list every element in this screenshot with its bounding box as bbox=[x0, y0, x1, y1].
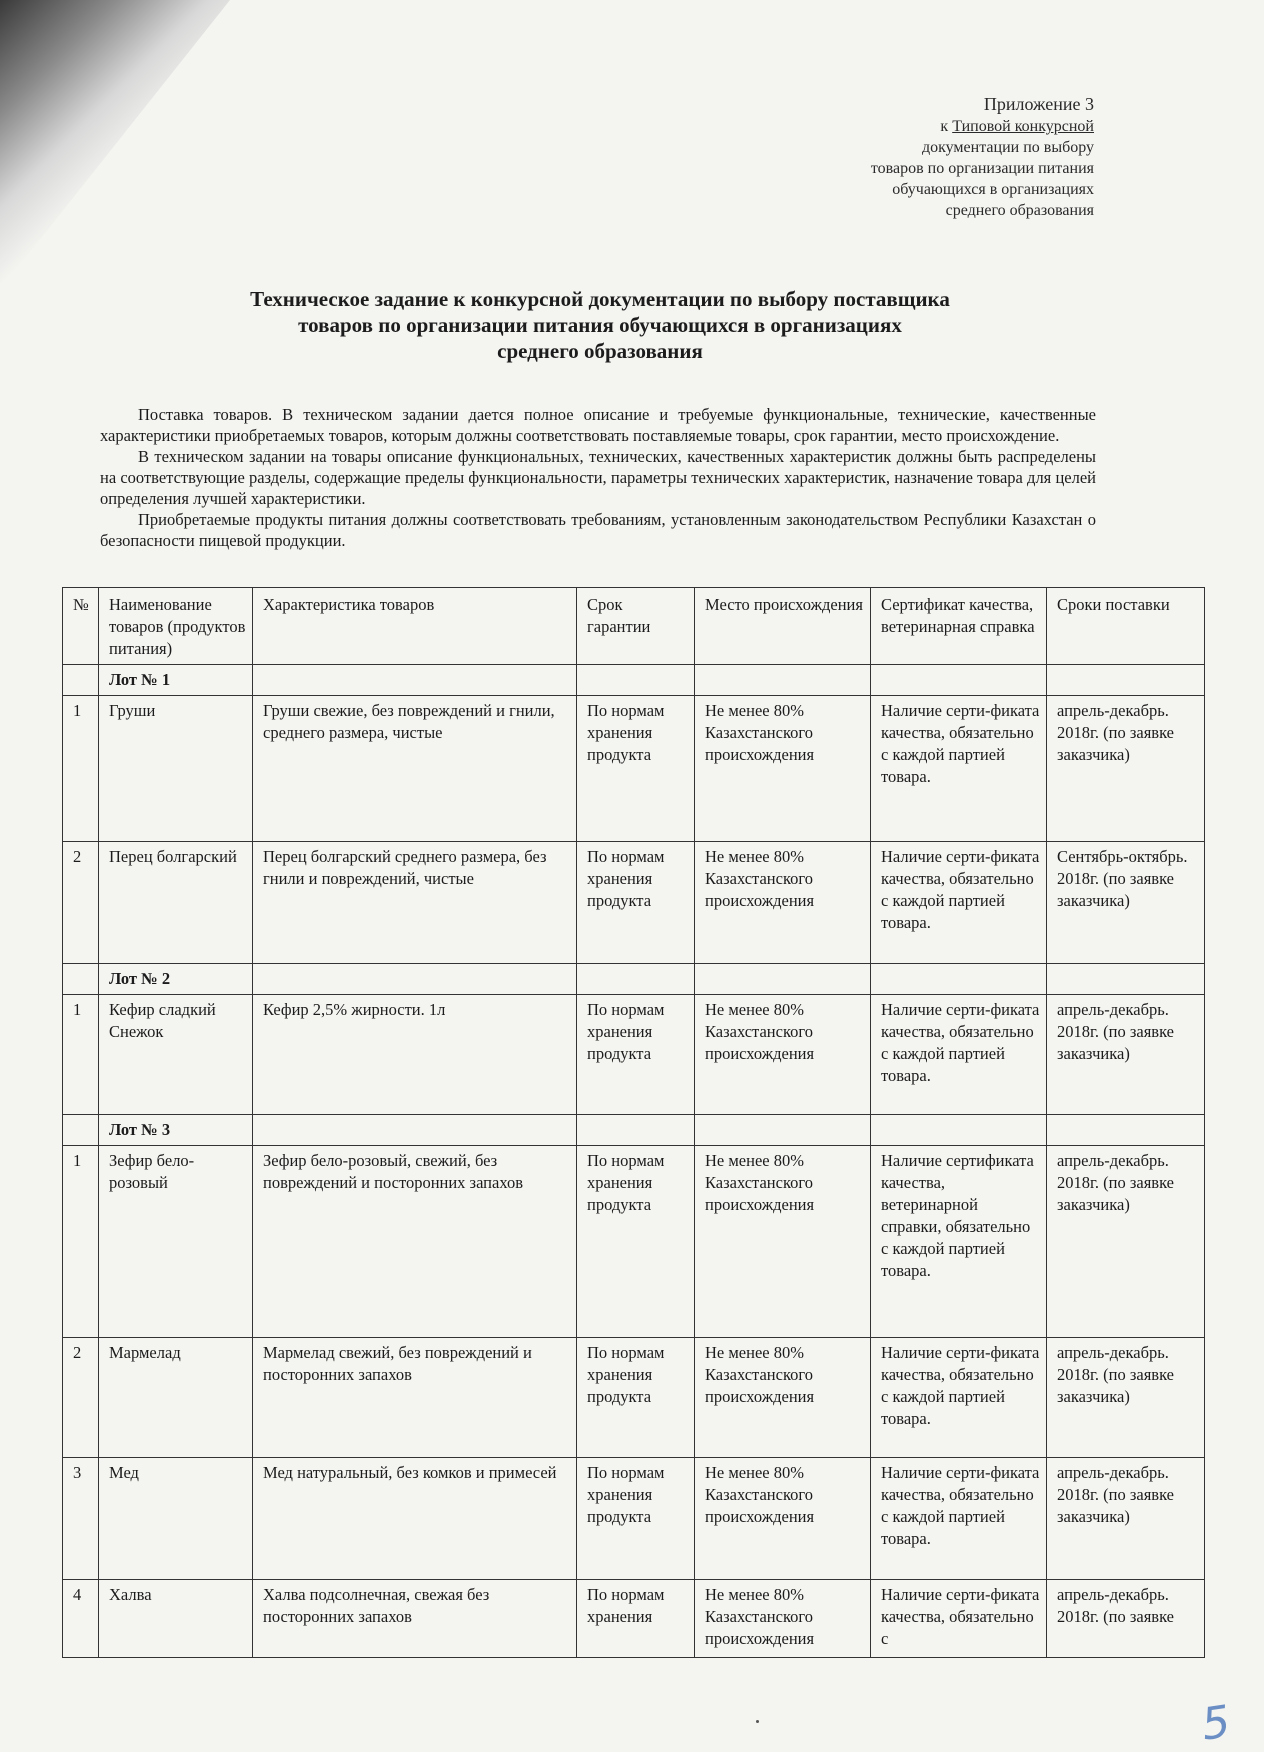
header-delivery: Сроки поставки bbox=[1047, 588, 1205, 665]
cell-delivery: апрель-декабрь. 2018г. (по заявке заказчика) bbox=[1047, 1146, 1205, 1338]
cell-origin: Не менее 80% Казахстанского происхождения bbox=[695, 1338, 871, 1458]
cell-name: Кефир сладкий Снежок bbox=[99, 995, 253, 1115]
lot-label: Лот № 3 bbox=[99, 1115, 253, 1146]
table-row bbox=[63, 842, 1205, 964]
appendix-note bbox=[734, 92, 1094, 221]
cell-desc: Груши свежие, без повреждений и гнили, среднего размера, чистые bbox=[253, 696, 577, 842]
cell-warranty: По нормам хранения продукта bbox=[577, 1146, 695, 1338]
cell-num: 3 bbox=[63, 1458, 99, 1580]
appendix-line-4: товаров по организации питания bbox=[870, 160, 1094, 177]
table-row bbox=[63, 1458, 1205, 1580]
appendix-line-6: среднего образования bbox=[945, 202, 1094, 219]
table-header-row bbox=[63, 588, 1205, 665]
cell-delivery: Сентябрь-октябрь. 2018г. (по заявке заказчика) bbox=[1047, 842, 1205, 964]
handwritten-page-number: 5 bbox=[1198, 1696, 1234, 1751]
intro-text bbox=[100, 404, 1096, 551]
cell-desc: Зефир бело-розовый, свежий, без повреждений и посторонних запахов bbox=[253, 1146, 577, 1338]
cell-num: 1 bbox=[63, 696, 99, 842]
cell-delivery: апрель-декабрь. 2018г. (по заявке заказчика) bbox=[1047, 995, 1205, 1115]
table-row bbox=[63, 1338, 1205, 1458]
cell-origin: Не менее 80% Казахстанского происхождения bbox=[695, 696, 871, 842]
cell-delivery: апрель-декабрь. 2018г. (по заявке заказчика) bbox=[1047, 1458, 1205, 1580]
table-row bbox=[63, 696, 1205, 842]
cell-origin: Не менее 80% Казахстанского происхождения bbox=[695, 1146, 871, 1338]
scan-shadow bbox=[0, 0, 230, 290]
cell-name: Перец болгарский bbox=[99, 842, 253, 964]
cell-num: 4 bbox=[63, 1580, 99, 1658]
cell-desc: Халва подсолнечная, свежая без посторонних запахов bbox=[253, 1580, 577, 1658]
cell-desc: Мармелад свежий, без повреждений и посторонних запахов bbox=[253, 1338, 577, 1458]
cell-cert: Наличие серти-фиката качества, обязательно с каждой партией товара. bbox=[871, 842, 1047, 964]
appendix-link[interactable]: Типовой конкурсной bbox=[952, 118, 1094, 135]
appendix-line-2: к Типовой конкурсной bbox=[940, 118, 1094, 135]
cell-origin: Не менее 80% Казахстанского происхождения bbox=[695, 842, 871, 964]
intro-paragraph-1: Поставка товаров. В техническом задании дается полное описание и требуемые функциональные, технические, качественные характеристики приобретаемых товаров, которым должны соответствовать поставляемые товары, срок гарантии, место происхождение. bbox=[100, 405, 1096, 445]
cell-cert: Наличие серти-фиката качества, обязательно с каждой партией товара. bbox=[871, 696, 1047, 842]
cell-num: 2 bbox=[63, 842, 99, 964]
cell-desc: Кефир 2,5% жирности. 1л bbox=[253, 995, 577, 1115]
title-line-3: среднего образования bbox=[497, 339, 703, 363]
lot-label: Лот № 2 bbox=[99, 964, 253, 995]
table-row bbox=[63, 995, 1205, 1115]
cell-delivery: апрель-декабрь. 2018г. (по заявке заказчика) bbox=[1047, 696, 1205, 842]
lot-row bbox=[63, 1115, 1205, 1146]
header-origin: Место происхождения bbox=[695, 588, 871, 665]
header-warranty: Срок гарантии bbox=[577, 588, 695, 665]
intro-paragraph-2: В техническом задании на товары описание функциональных, технических, качественных характеристик должны быть распределены на соответствующие разделы, содержащие пределы функциональности, параметры технических характеристик, назначение товара для целей определения лучшей характеристики. bbox=[100, 447, 1096, 508]
cell-warranty: По нормам хранения продукта bbox=[577, 696, 695, 842]
title-line-2: товаров по организации питания обучающихся в организациях bbox=[298, 313, 902, 337]
appendix-line-3: документации по выбору bbox=[921, 139, 1094, 156]
table-row bbox=[63, 1580, 1205, 1658]
cell-delivery: апрель-декабрь. 2018г. (по заявке bbox=[1047, 1580, 1205, 1658]
cell-cert: Наличие сертификата качества, ветеринарной справки, обязательно с каждой партией товара. bbox=[871, 1146, 1047, 1338]
scan-speck bbox=[756, 1720, 759, 1723]
cell-num: 2 bbox=[63, 1338, 99, 1458]
lot-row bbox=[63, 665, 1205, 696]
cell-desc: Перец болгарский среднего размера, без гнили и повреждений, чистые bbox=[253, 842, 577, 964]
cell-warranty: По нормам хранения продукта bbox=[577, 842, 695, 964]
cell-origin: Не менее 80% Казахстанского происхождения bbox=[695, 995, 871, 1115]
header-cert: Сертификат качества, ветеринарная справка bbox=[871, 588, 1047, 665]
lot-label: Лот № 1 bbox=[99, 665, 253, 696]
cell-warranty: По нормам хранения продукта bbox=[577, 995, 695, 1115]
cell-cert: Наличие серти-фиката качества, обязательно с каждой партией товара. bbox=[871, 995, 1047, 1115]
cell-warranty: По нормам хранения продукта bbox=[577, 1458, 695, 1580]
cell-delivery: апрель-декабрь. 2018г. (по заявке заказчика) bbox=[1047, 1338, 1205, 1458]
table-row bbox=[63, 1146, 1205, 1338]
cell-cert: Наличие серти-фиката качества, обязательно с bbox=[871, 1580, 1047, 1658]
cell-name: Мармелад bbox=[99, 1338, 253, 1458]
cell-cert: Наличие серти-фиката качества, обязательно с каждой партией товара. bbox=[871, 1338, 1047, 1458]
title-line-1: Техническое задание к конкурсной документации по выбору поставщика bbox=[250, 287, 950, 311]
header-desc: Характеристика товаров bbox=[253, 588, 577, 665]
cell-name: Халва bbox=[99, 1580, 253, 1658]
cell-warranty: По нормам хранения продукта bbox=[577, 1338, 695, 1458]
cell-num: 1 bbox=[63, 995, 99, 1115]
cell-desc: Мед натуральный, без комков и примесей bbox=[253, 1458, 577, 1580]
cell-cert: Наличие серти-фиката качества, обязательно с каждой партией товара. bbox=[871, 1458, 1047, 1580]
cell-origin: Не менее 80% Казахстанского происхождения bbox=[695, 1580, 871, 1658]
cell-num: 1 bbox=[63, 1146, 99, 1338]
specification-table bbox=[62, 587, 1205, 1658]
appendix-line-5: обучающихся в организациях bbox=[892, 181, 1094, 198]
cell-name: Мед bbox=[99, 1458, 253, 1580]
header-name: Наименование товаров (продуктов питания) bbox=[99, 588, 253, 665]
cell-name: Зефир бело-розовый bbox=[99, 1146, 253, 1338]
lot-row bbox=[63, 964, 1205, 995]
document-title bbox=[100, 286, 1100, 364]
cell-origin: Не менее 80% Казахстанского происхождения bbox=[695, 1458, 871, 1580]
cell-name: Груши bbox=[99, 696, 253, 842]
intro-paragraph-3: Приобретаемые продукты питания должны соответствовать требованиям, установленным законодательством Республики Казахстан о безопасности пищевой продукции. bbox=[100, 510, 1096, 550]
header-num: № bbox=[63, 588, 99, 665]
cell-warranty: По нормам хранения bbox=[577, 1580, 695, 1658]
appendix-number: Приложение 3 bbox=[983, 94, 1094, 114]
